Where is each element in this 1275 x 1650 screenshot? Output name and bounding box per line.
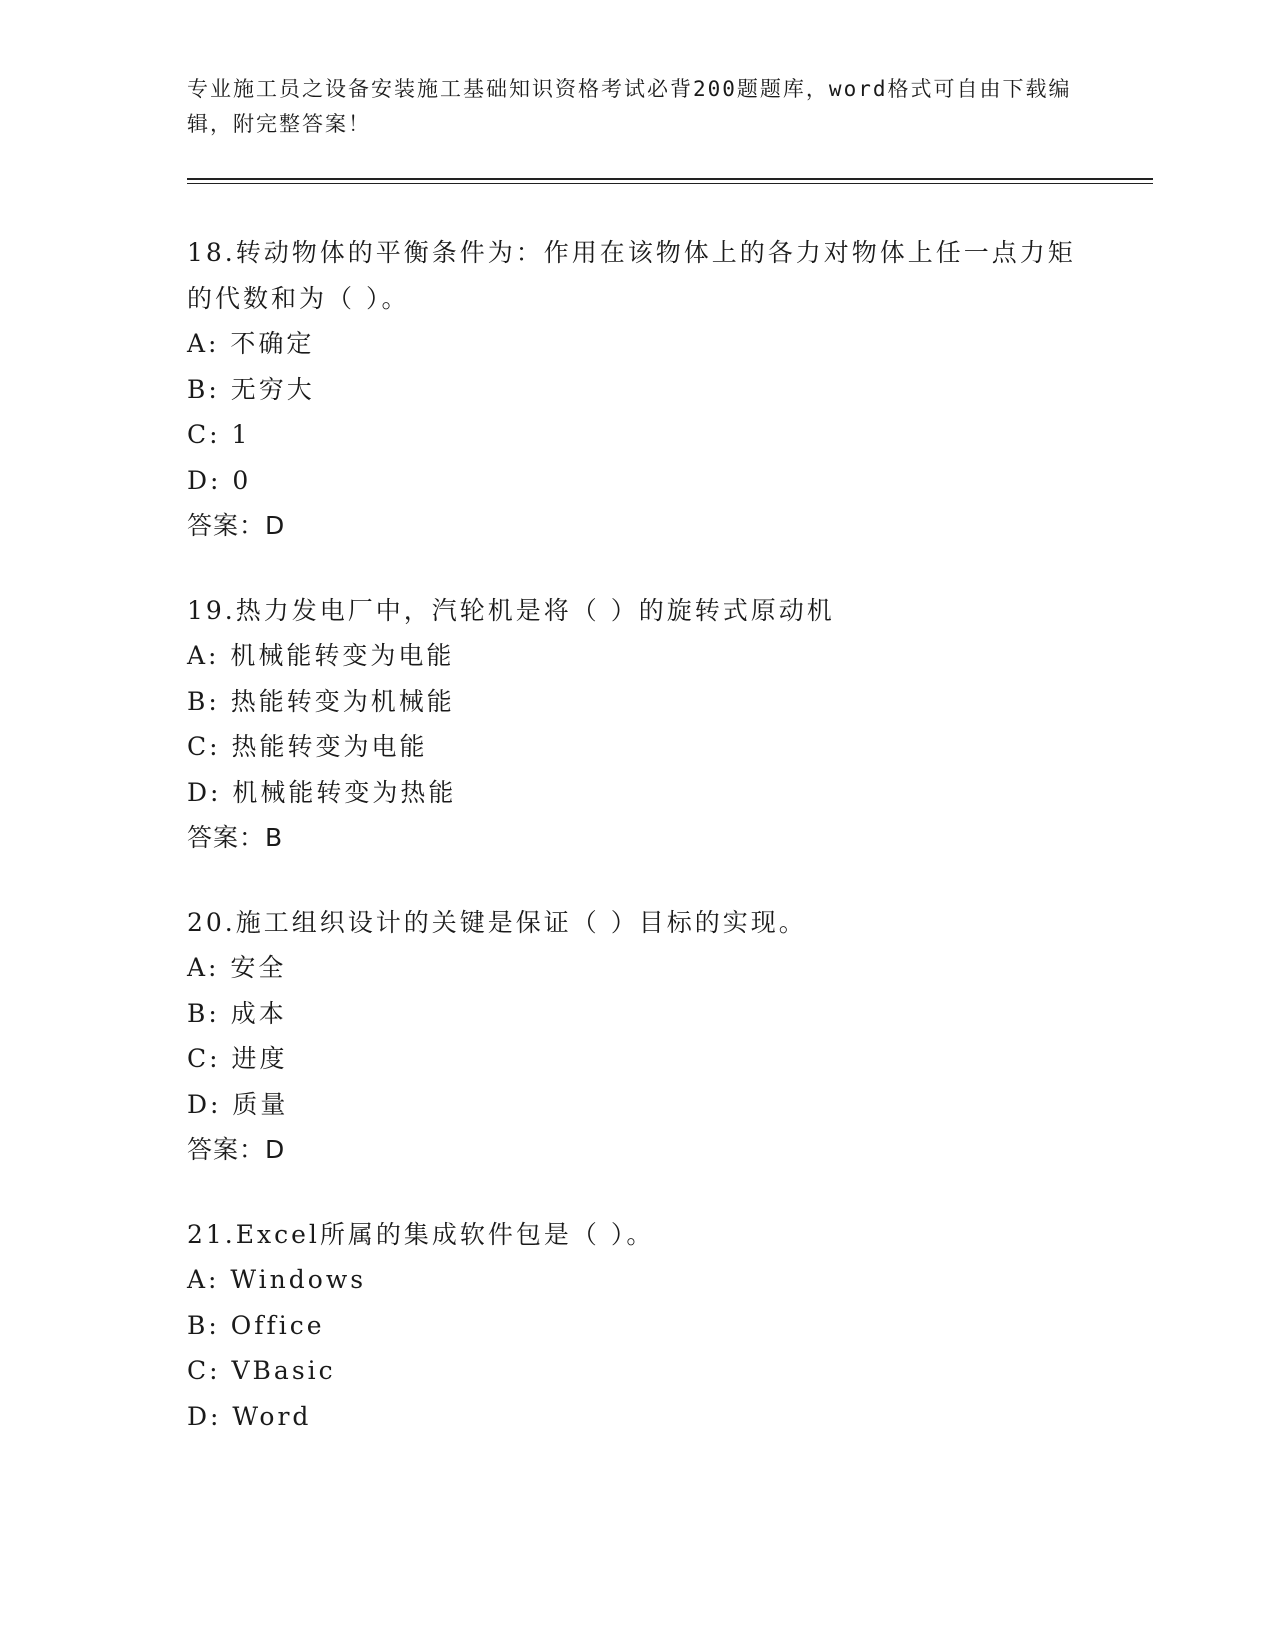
option-a: A: Windows bbox=[187, 1265, 367, 1294]
option-a: A: 安全 bbox=[187, 953, 287, 982]
option-c: C: 进度 bbox=[187, 1044, 288, 1073]
question-stem: 21.Excel所属的集成软件包是（ ）。 bbox=[187, 1219, 655, 1249]
question-list bbox=[187, 230, 1087, 1478]
option-c: C: VBasic bbox=[187, 1356, 336, 1385]
header-divider-thin bbox=[187, 183, 1153, 184]
document-header: 专业施工员之设备安装施工基础知识资格考试必背200题题库，word格式可自由下载编辑，附完整答案！ bbox=[187, 77, 1072, 136]
option-a: A: 不确定 bbox=[187, 329, 315, 358]
option-b: B: 成本 bbox=[187, 998, 287, 1028]
option-d: D: 质量 bbox=[187, 1089, 289, 1119]
question-stem: 19.热力发电厂中，汽轮机是将（ ）的旋转式原动机 bbox=[187, 595, 835, 625]
option-b: B: Office bbox=[187, 1310, 325, 1340]
answer-line: 答案：D bbox=[187, 1135, 286, 1164]
question-stem: 20.施工组织设计的关键是保证（ ）目标的实现。 bbox=[187, 907, 807, 937]
header-divider-thick bbox=[187, 178, 1153, 180]
question-21 bbox=[187, 1212, 1087, 1440]
option-c: C: 热能转变为电能 bbox=[187, 732, 428, 761]
option-d: D: 0 bbox=[187, 465, 252, 495]
question-stem: 18.转动物体的平衡条件为：作用在该物体上的各力对物体上任一点力矩的代数和为（ ）。 bbox=[187, 238, 1076, 313]
question-20 bbox=[187, 900, 1087, 1173]
option-b: B: 无穷大 bbox=[187, 374, 315, 404]
answer-line: 答案：B bbox=[187, 823, 284, 852]
option-d: D: Word bbox=[187, 1401, 312, 1431]
option-c: C: 1 bbox=[187, 420, 251, 449]
option-d: D: 机械能转变为热能 bbox=[187, 777, 457, 807]
option-a: A: 机械能转变为电能 bbox=[187, 641, 455, 670]
question-19 bbox=[187, 588, 1087, 861]
question-18 bbox=[187, 230, 1087, 549]
answer-line: 答案：D bbox=[187, 511, 286, 540]
option-b: B: 热能转变为机械能 bbox=[187, 686, 455, 716]
